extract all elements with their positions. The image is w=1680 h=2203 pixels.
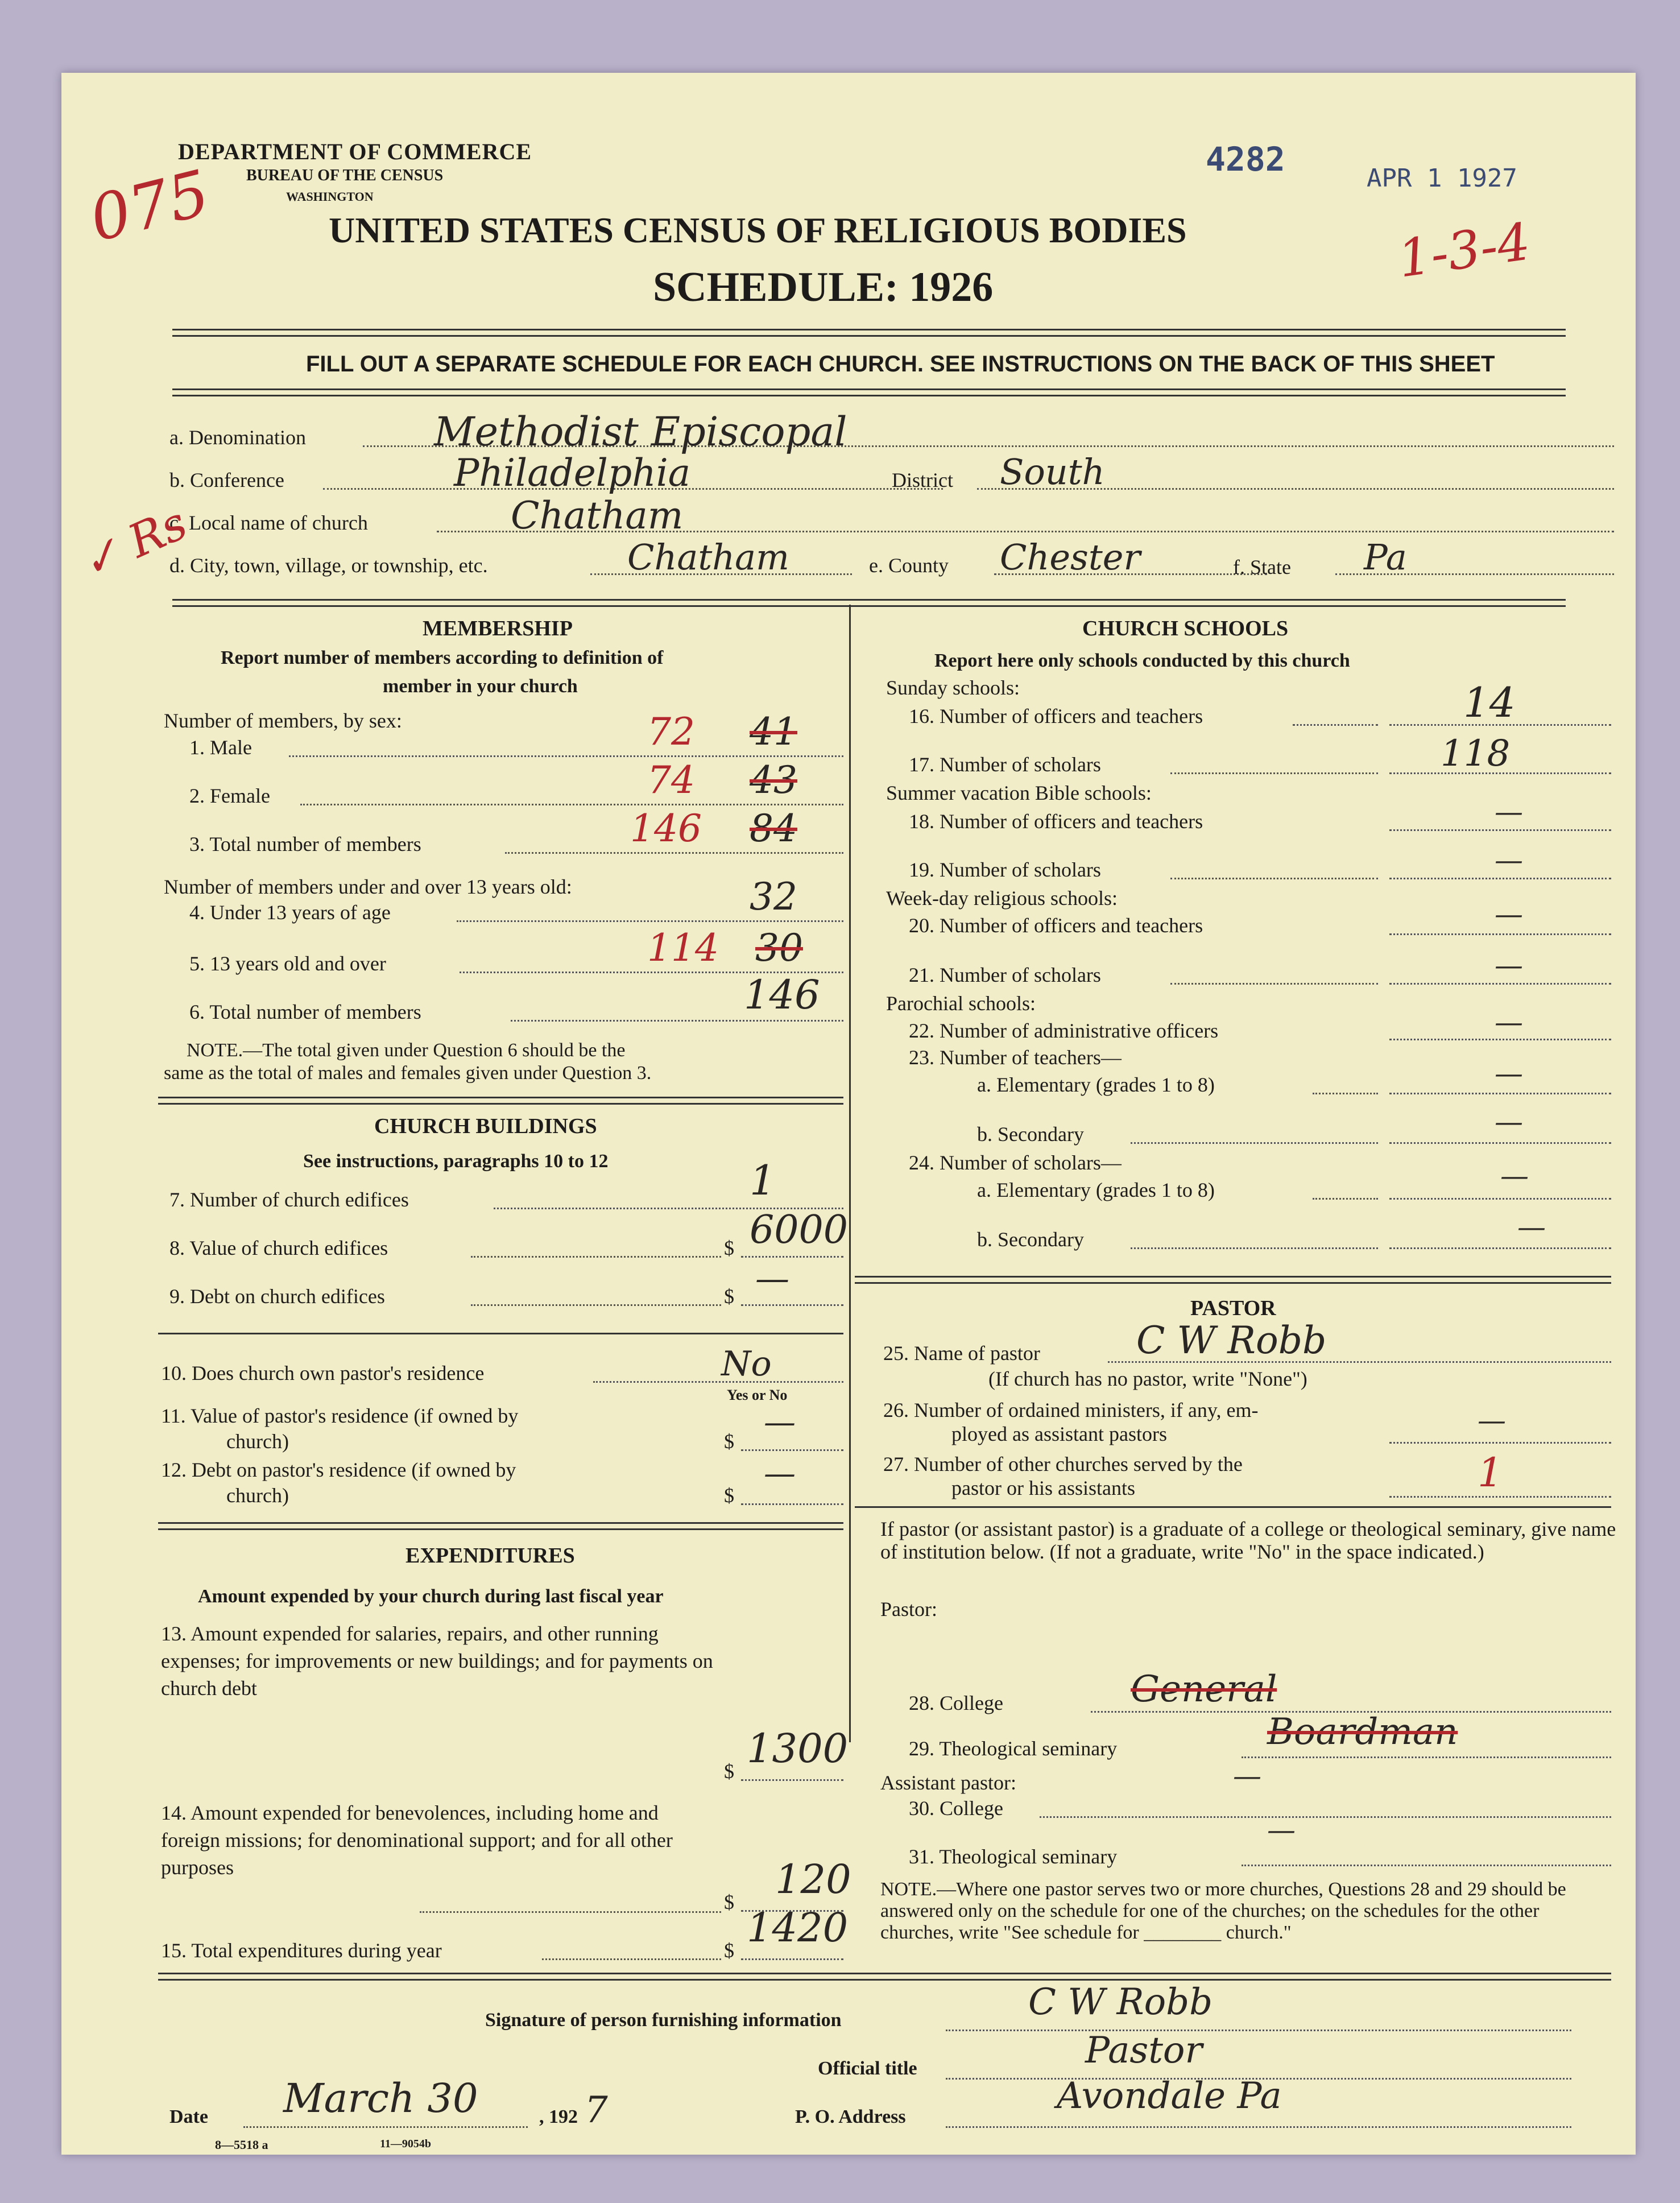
members-by-sex-label: Number of members, by sex: xyxy=(164,709,402,732)
dotted-line xyxy=(1389,1142,1611,1144)
dollar-sign: $ xyxy=(724,1760,734,1783)
q20-label: 20. Number of officers and teachers xyxy=(909,914,1203,937)
benevolences-value[interactable]: 120 xyxy=(775,1856,851,1903)
print-code: 11—9054b xyxy=(380,2138,432,2150)
pastor-note: NOTE.—Where one pastor serves two or more churches, Questions 28 and 29 should be answered only on the schedule for one of the churches; on the schedules for the other churches, write "See schedule for ________ church." xyxy=(880,1879,1566,1943)
city-value[interactable]: Chatham xyxy=(627,536,789,578)
edifices-label: 7. Number of church edifices xyxy=(169,1188,409,1211)
dotted-line xyxy=(1313,1093,1378,1094)
total-members-value-3[interactable]: 146 xyxy=(630,807,702,850)
dotted-line xyxy=(741,1304,843,1306)
q21-value[interactable]: — xyxy=(1495,949,1523,982)
q23-label: 23. Number of teachers— xyxy=(909,1046,1122,1069)
yes-or-no-caption: Yes or No xyxy=(727,1387,788,1403)
q25-value[interactable]: C W Robb xyxy=(1136,1319,1327,1362)
conference-label: b. Conference xyxy=(169,469,284,491)
dotted-line xyxy=(457,920,843,922)
over-13-struck-value: 30 xyxy=(755,926,803,970)
q23b-value[interactable]: — xyxy=(1495,1105,1523,1138)
edifice-value-amount[interactable]: 6000 xyxy=(750,1208,849,1253)
dotted-line xyxy=(289,755,843,757)
graduate-instruction: If pastor (or assistant pastor) is a graduate of a college or theological seminary, give name of institution below. (If not a graduate, write "No" in the space indicated.) xyxy=(880,1518,1616,1563)
total-members-label-3: 3. Total number of members xyxy=(189,833,421,855)
q21-label: 21. Number of scholars xyxy=(909,964,1101,986)
official-title-value[interactable]: Pastor xyxy=(1085,2030,1203,2072)
dotted-line xyxy=(741,1779,843,1781)
church-schools-heading: CHURCH SCHOOLS xyxy=(1082,617,1289,640)
q20-value[interactable]: — xyxy=(1495,898,1523,931)
date-label: Date xyxy=(169,2106,208,2127)
q27-label-2: pastor or his assistants xyxy=(951,1477,1135,1499)
year-prefix: , 192 xyxy=(539,2106,578,2127)
rule xyxy=(158,1522,843,1530)
dotted-line xyxy=(1170,772,1378,774)
dotted-line xyxy=(243,2126,528,2128)
pastor-subheading: Pastor: xyxy=(880,1598,938,1621)
membership-instruction-1: Report number of members according to definition of xyxy=(221,647,664,668)
dotted-line xyxy=(741,1256,843,1258)
q29-label: 29. Theological seminary xyxy=(909,1737,1118,1760)
total-members-struck-3: 84 xyxy=(750,807,797,850)
rule xyxy=(158,1097,843,1105)
date-value[interactable]: March 30 xyxy=(283,2075,478,2122)
membership-note-1: NOTE.—The total given under Question 6 should be the xyxy=(187,1040,626,1061)
membership-instruction-2: member in your church xyxy=(383,676,578,697)
benevolences-label: 14. Amount expended for benevolences, including home and foreign missions; for denominational support; and for all other purposes xyxy=(161,1801,673,1879)
denomination-value[interactable]: Methodist Episcopal xyxy=(434,408,847,455)
dotted-line xyxy=(1389,829,1611,831)
male-label: 1. Male xyxy=(189,736,252,759)
rule xyxy=(158,1333,843,1334)
over-13-value[interactable]: 114 xyxy=(647,926,719,970)
q27-label-1: 27. Number of other churches served by the xyxy=(883,1453,1243,1475)
state-label: f. State xyxy=(1233,556,1291,578)
local-name-value[interactable]: Chatham xyxy=(511,494,684,538)
dotted-line xyxy=(511,1020,843,1022)
dotted-line xyxy=(1170,878,1378,879)
buildings-instruction: See instructions, paragraphs 10 to 12 xyxy=(303,1151,609,1172)
dotted-line xyxy=(300,804,843,805)
q31-value[interactable]: — xyxy=(1267,1813,1296,1846)
q16-label: 16. Number of officers and teachers xyxy=(909,705,1203,728)
margin-check: ✓ Rs xyxy=(72,496,195,590)
church-schools-instruction: Report here only schools conducted by this church xyxy=(934,650,1350,671)
signature-label: Signature of person furnishing information xyxy=(485,2010,842,2031)
total-members-label-6: 6. Total number of members xyxy=(189,1001,421,1023)
dollar-sign: $ xyxy=(724,1939,734,1962)
rule xyxy=(158,1973,1611,1981)
county-label: e. County xyxy=(869,554,949,577)
summer-schools-label: Summer vacation Bible schools: xyxy=(886,782,1152,804)
q31-label: 31. Theological seminary xyxy=(909,1845,1118,1868)
dotted-line xyxy=(1242,1756,1611,1758)
assistant-pastor-value[interactable]: — xyxy=(1233,1759,1261,1792)
residence-value-label-2: church) xyxy=(226,1430,289,1453)
district-label: District xyxy=(892,469,953,491)
buildings-heading: CHURCH BUILDINGS xyxy=(374,1114,597,1138)
dollar-sign: $ xyxy=(724,1285,734,1308)
under-13-value[interactable]: 32 xyxy=(750,875,797,919)
dollar-sign: $ xyxy=(724,1430,734,1453)
salaries-label: 13. Amount expended for salaries, repairs, and other running expenses; for improvements or new buildings; and for payments on church debt xyxy=(161,1622,713,1700)
edifice-value-label: 8. Value of church edifices xyxy=(169,1237,388,1259)
dollar-sign: $ xyxy=(724,1237,734,1259)
q26-label-2: ployed as assistant pastors xyxy=(951,1423,1167,1445)
q17-value[interactable]: 118 xyxy=(1441,733,1511,775)
female-value[interactable]: 74 xyxy=(647,758,695,802)
dollar-sign: $ xyxy=(724,1891,734,1913)
expenditures-heading: EXPENDITURES xyxy=(405,1544,575,1568)
q26-label-1: 26. Number of ordained ministers, if any, em- xyxy=(883,1399,1259,1421)
bureau-city: WASHINGTON xyxy=(286,189,374,204)
male-value[interactable]: 72 xyxy=(647,710,695,754)
pastor-heading: PASTOR xyxy=(1190,1296,1276,1320)
q27-value[interactable]: 1 xyxy=(1478,1449,1503,1496)
q23a-value[interactable]: — xyxy=(1495,1057,1523,1090)
dotted-line xyxy=(741,1503,843,1505)
rule xyxy=(172,599,1566,607)
edifice-debt-value[interactable]: — xyxy=(755,1259,789,1299)
dotted-line xyxy=(1170,983,1378,985)
membership-note-2: same as the total of males and females given under Question 3. xyxy=(164,1063,652,1084)
expenditures-instruction: Amount expended by your church during last fiscal year xyxy=(198,1586,664,1607)
dotted-line xyxy=(1389,1093,1611,1094)
q28-label: 28. College xyxy=(909,1692,1003,1714)
county-value[interactable]: Chester xyxy=(1000,536,1141,578)
dotted-line xyxy=(1242,1865,1611,1866)
conference-value[interactable]: Philadelphia xyxy=(454,451,691,495)
salaries-value[interactable]: 1300 xyxy=(747,1725,849,1772)
dotted-line xyxy=(505,852,843,854)
bureau-name: BUREAU OF THE CENSUS xyxy=(246,167,444,184)
total-expenditures-value[interactable]: 1420 xyxy=(747,1904,849,1951)
city-label: d. City, town, village, or township, etc. xyxy=(169,554,488,577)
q24-label: 24. Number of scholars— xyxy=(909,1151,1122,1174)
over-13-label: 5. 13 years old and over xyxy=(189,952,386,975)
q19-value[interactable]: — xyxy=(1495,844,1523,877)
sunday-schools-label: Sunday schools: xyxy=(886,676,1020,699)
q16-value[interactable]: 14 xyxy=(1463,679,1516,726)
received-date-stamp: APR 1 1927 xyxy=(1367,164,1517,193)
rule xyxy=(172,329,1566,337)
rule xyxy=(172,388,1566,396)
q23a-label: a. Elementary (grades 1 to 8) xyxy=(977,1073,1215,1096)
dotted-line xyxy=(1389,1039,1611,1040)
district-value[interactable]: South xyxy=(1000,451,1105,493)
dotted-line xyxy=(471,1256,721,1258)
female-label: 2. Female xyxy=(189,784,270,807)
q26-value[interactable]: — xyxy=(1478,1404,1506,1437)
denomination-label: a. Denomination xyxy=(169,426,306,449)
dotted-line xyxy=(1389,1442,1611,1444)
dotted-line xyxy=(1313,1198,1378,1200)
official-title-label: Official title xyxy=(818,2058,917,2079)
male-struck-value: 41 xyxy=(750,710,797,754)
residence-value-amount[interactable]: — xyxy=(764,1404,796,1441)
q18-value[interactable]: — xyxy=(1495,795,1523,828)
po-address-label: P. O. Address xyxy=(795,2106,906,2127)
q29-value[interactable]: Boardman xyxy=(1267,1711,1458,1753)
edifice-debt-label: 9. Debt on church edifices xyxy=(169,1285,385,1308)
schedule-title: SCHEDULE: 1926 xyxy=(653,264,994,311)
po-address-value[interactable]: Avondale Pa xyxy=(1057,2075,1282,2117)
q24a-value[interactable]: — xyxy=(1500,1159,1529,1192)
dotted-line xyxy=(471,1304,721,1306)
total-members-value-6[interactable]: 146 xyxy=(744,972,820,1018)
dotted-line xyxy=(1389,1496,1611,1498)
total-expenditures-label: 15. Total expenditures during year xyxy=(161,1939,442,1962)
dotted-line xyxy=(1293,724,1378,726)
dotted-line xyxy=(593,1381,843,1383)
edifices-value[interactable]: 1 xyxy=(750,1156,776,1204)
file-number-stamp: 4282 xyxy=(1206,140,1285,179)
dotted-line xyxy=(946,2030,1571,2031)
dollar-sign: $ xyxy=(724,1484,734,1507)
rule xyxy=(855,1506,1611,1508)
dotted-line xyxy=(1040,1816,1611,1818)
dotted-line xyxy=(1131,1142,1378,1144)
year-suffix-value[interactable]: 7 xyxy=(585,2089,608,2131)
local-name-label: c. Local name of church xyxy=(169,511,368,534)
q24b-value[interactable]: — xyxy=(1517,1210,1546,1243)
dotted-line xyxy=(1389,1198,1611,1200)
q28-value[interactable]: General xyxy=(1131,1668,1277,1710)
state-value[interactable]: Pa xyxy=(1364,536,1407,578)
membership-heading: MEMBERSHIP xyxy=(423,617,573,640)
parochial-schools-label: Parochial schools: xyxy=(886,992,1036,1015)
weekday-schools-label: Week-day religious schools: xyxy=(886,887,1118,910)
signature-value[interactable]: C W Robb xyxy=(1028,1981,1213,2023)
margin-code: 075 xyxy=(82,156,217,256)
residence-value-label-1: 11. Value of pastor's residence (if owned by xyxy=(161,1404,519,1427)
q17-label: 17. Number of scholars xyxy=(909,753,1101,776)
q22-label: 22. Number of administrative officers xyxy=(909,1019,1219,1042)
female-struck-value: 43 xyxy=(750,758,797,802)
dotted-line xyxy=(1389,878,1611,879)
q24a-label: a. Elementary (grades 1 to 8) xyxy=(977,1179,1215,1201)
instruction-banner: FILL OUT A SEPARATE SCHEDULE FOR EACH CHURCH. SEE INSTRUCTIONS ON THE BACK OF THIS SHEET xyxy=(306,352,1495,377)
rule xyxy=(855,1276,1611,1284)
column-divider xyxy=(849,605,851,1742)
age-group-label: Number of members under and over 13 years old: xyxy=(164,875,572,898)
q24b-label: b. Secondary xyxy=(977,1228,1084,1251)
department-name: DEPARTMENT OF COMMERCE xyxy=(178,139,532,164)
residence-debt-label-2: church) xyxy=(226,1484,289,1507)
dotted-line xyxy=(741,1449,843,1451)
dotted-line xyxy=(1389,1247,1611,1249)
under-13-label: 4. Under 13 years of age xyxy=(189,901,391,924)
q25-hint: (If church has no pastor, write "None") xyxy=(988,1367,1307,1390)
q22-value[interactable]: — xyxy=(1495,1006,1523,1039)
dotted-line xyxy=(420,1911,721,1913)
margin-mark: 1-3-4 xyxy=(1394,212,1534,290)
dotted-line xyxy=(542,1958,721,1960)
residence-debt-label-1: 12. Debt on pastor's residence (if owned by xyxy=(161,1458,516,1481)
dotted-line xyxy=(1389,933,1611,935)
residence-owned-value[interactable]: No xyxy=(721,1344,772,1384)
q30-label: 30. College xyxy=(909,1797,1003,1820)
q25-label: 25. Name of pastor xyxy=(883,1342,1040,1365)
q19-label: 19. Number of scholars xyxy=(909,858,1101,881)
form-title: UNITED STATES CENSUS OF RELIGIOUS BODIES xyxy=(329,210,1187,250)
dotted-line xyxy=(1131,1247,1378,1249)
residence-debt-value[interactable]: — xyxy=(764,1455,796,1492)
q23b-label: b. Secondary xyxy=(977,1123,1084,1146)
census-schedule-sheet xyxy=(61,73,1636,2155)
dotted-line xyxy=(1389,983,1611,985)
residence-owned-label: 10. Does church own pastor's residence xyxy=(161,1362,485,1384)
q18-label: 18. Number of officers and teachers xyxy=(909,810,1203,833)
dotted-line xyxy=(946,2126,1571,2128)
dotted-line xyxy=(741,1958,843,1960)
assistant-pastor-subheading: Assistant pastor: xyxy=(880,1771,1016,1794)
form-number: 8—5518 a xyxy=(215,2138,268,2152)
